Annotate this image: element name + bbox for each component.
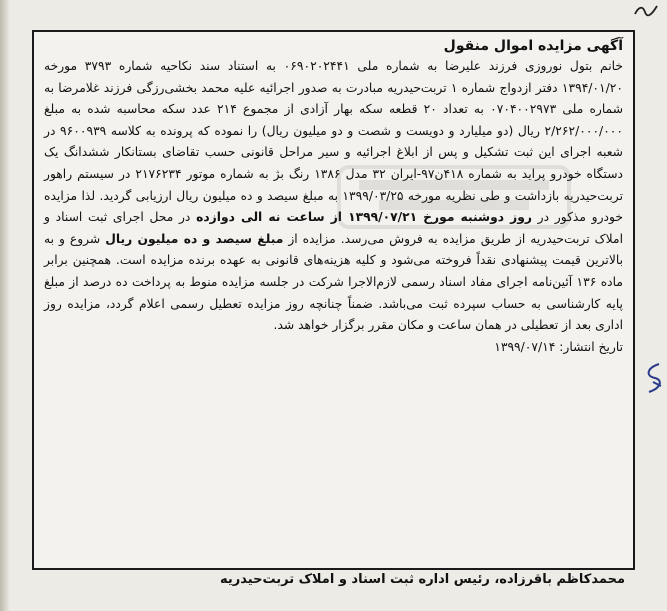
notice-base-price-bold: مبلغ سیصد و ده میلیون ریال [105, 231, 284, 246]
notice-title: آگهی مزایده اموال منقول [443, 38, 623, 54]
corner-scribble-icon [633, 2, 659, 18]
notice-auction-date-bold: روز دوشنبه مورخ ۱۳۹۹/۰۷/۲۱ از ساعت نه الی دوازده [196, 210, 532, 225]
publication-date: تاریخ انتشار: ۱۳۹۹/۰۷/۱۴ [494, 339, 623, 354]
margin-handwriting-icon [639, 360, 665, 400]
scan-edge-shadow [0, 0, 10, 611]
notice-paragraph-2: در محل اجرای ثبت اسناد و املاک تربت‌حیدریه از طریق مزایده به فروش می‌رسد. مزایده از [44, 210, 623, 246]
notice-paragraph-1: خانم بتول نوروزی فرزند علیرضا به شماره ملی ۰۶۹۰۲۰۲۴۴۱ به استناد سند نکاحیه شماره ۳۷۹۳ مورخه ۱۳۹۴/۰۱/۲۰ دفتر ازدواج شماره ۱ تربت‌حیدریه مبادرت به صدور اجرائیه علیه محمد بخشی‌رزگی فرزند غلامرضا به شماره ملی ۰۷۰۴۰۰۲۹۷۳ به تعداد ۲۰ قطعه سکه بهار آزادی از مجموع ۲۱۴ عدد سکه محاسبه شده به مبلغ ۲/۲۶۲/۰۰۰/۰۰۰ ریال (دو میلیارد و دویست و شصت و دو میلیون ریال) را نموده که پرونده به کلاسه ۹۶۰۰۹۳۹ در شعبه اجرای این ثبت تشکیل و پس از ابلاغ اجرائیه و سیر مراحل قانونی حسب تقاضای بستانکار ششدانگ یک دستگاه خودرو پراید به شماره ۴۱۸ن۹۷-ایران ۳۲ مدل ۱۳۸۶ رنگ بژ به شماره موتور ۲۱۷۶۲۳۴ در سیستم راهور تربت‌حیدریه بازداشت و طی نظریه مورخه ۱۳۹۹/۰۳/۲۵ به مبلغ سیصد و ده میلیون ریال ارزیابی گردید. لذا مزایده خودرو مذکور در [44, 59, 624, 225]
auction-notice [32, 30, 635, 570]
notice-paragraph-3: شروع و به بالاترین قیمت پیشنهادی نقداً فروخته می‌شود و کلیه هزینه‌های قانونی به عهده برنده مزایده است. همچنین برابر ماده ۱۳۶ آئین‌نامه اجرای مفاد اسناد رسمی لازم‌الاجرا شرکت در جلسه مزایده منوط به پرداخت ده درصد از مبلغ پایه کارشناسی به حساب سپرده ثبت می‌باشد. ضمناً چنانچه روز مزایده تعطیل رسمی اعلام گردد، مزایده روز اداری بعد از تعطیلی در همان ساعت و مکان مقرر برگزار خواهد شد. [44, 231, 623, 333]
faded-stamp-watermark [334, 162, 574, 232]
signature-line: محمدکاظم باقرزاده، رئیس اداره ثبت اسناد و املاک تربت‌حیدریه [220, 572, 625, 587]
